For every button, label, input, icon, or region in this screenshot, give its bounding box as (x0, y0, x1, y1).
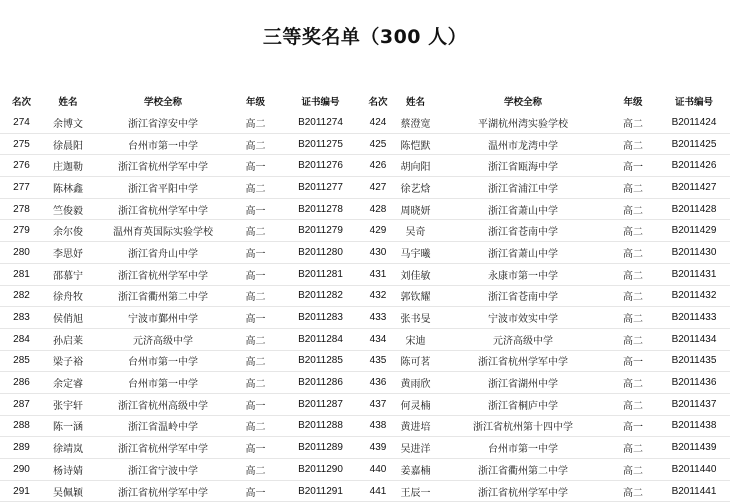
column-header-grade-right: 年级 (623, 97, 643, 108)
cell-grade-right: 高二 (608, 220, 658, 242)
cell-school-right: 宁波市效实中学 (438, 307, 608, 329)
cell-school-left: 浙江省杭州学军中学 (93, 198, 233, 220)
cell-rank-left: 274 (0, 112, 43, 133)
cell-rank-right: 424 (363, 112, 393, 133)
cell-school-right: 浙江省浦江中学 (438, 177, 608, 199)
cell-rank-left: 287 (0, 393, 43, 415)
cell-cert-no-left: B2011283 (278, 307, 363, 329)
cell-school-left: 温州育英国际实验学校 (93, 220, 233, 242)
cell-grade-right: 高二 (608, 177, 658, 199)
cell-rank-left: 283 (0, 307, 43, 329)
cell-school-left: 台州市第一中学 (93, 350, 233, 372)
cell-school-right: 浙江省衢州第二中学 (438, 459, 608, 481)
cell-school-right: 浙江省苍南中学 (438, 285, 608, 307)
cell-grade-left: 高二 (233, 459, 278, 481)
cell-name-right: 王辰一 (393, 480, 438, 502)
cell-rank-left: 280 (0, 242, 43, 264)
cell-grade-left: 高二 (233, 285, 278, 307)
cell-rank-right: 439 (363, 437, 393, 459)
cell-cert-no-left: B2011286 (278, 372, 363, 394)
cell-rank-left: 285 (0, 350, 43, 372)
cell-cert-no-left: B2011276 (278, 155, 363, 177)
cell-grade-left: 高一 (233, 263, 278, 285)
cell-name-left: 邵慕宁 (43, 263, 93, 285)
cell-school-left: 浙江省舟山中学 (93, 242, 233, 264)
cell-name-left: 陈林鑫 (43, 177, 93, 199)
cell-rank-left: 276 (0, 155, 43, 177)
cell-school-left: 浙江省宁波中学 (93, 459, 233, 481)
cell-school-left: 浙江省温岭中学 (93, 415, 233, 437)
cell-name-left: 吴佩颖 (43, 480, 93, 502)
cell-cert-no-left: B2011289 (278, 437, 363, 459)
cell-name-right: 何灵楠 (393, 393, 438, 415)
cell-grade-left: 高二 (233, 220, 278, 242)
cell-rank-left: 281 (0, 263, 43, 285)
cell-name-left: 陈一涵 (43, 415, 93, 437)
cell-cert-no-right: B2011424 (658, 112, 730, 133)
cell-rank-left: 286 (0, 372, 43, 394)
cell-grade-left: 高二 (233, 133, 278, 155)
cell-cert-no-right: B2011426 (658, 155, 730, 177)
cell-cert-no-left: B2011285 (278, 350, 363, 372)
cell-grade-right: 高一 (608, 415, 658, 437)
cell-grade-right: 高二 (608, 459, 658, 481)
column-header-cert-no-left: 证书编号 (301, 97, 340, 108)
cell-grade-right: 高二 (608, 393, 658, 415)
cell-cert-no-right: B2011430 (658, 242, 730, 264)
cell-grade-left: 高一 (233, 437, 278, 459)
cell-school-left: 浙江省平阳中学 (93, 177, 233, 199)
cell-cert-no-left: B2011282 (278, 285, 363, 307)
cell-grade-right: 高二 (608, 133, 658, 155)
table-row (0, 328, 730, 350)
cell-name-right: 周晓妍 (393, 198, 438, 220)
column-header-school-left: 学校全称 (143, 97, 182, 108)
cell-cert-no-right: B2011425 (658, 133, 730, 155)
cell-cert-no-left: B2011279 (278, 220, 363, 242)
cell-grade-left: 高一 (233, 480, 278, 502)
cell-name-left: 孙启莱 (43, 328, 93, 350)
cell-cert-no-left: B2011290 (278, 459, 363, 481)
cell-rank-right: 426 (363, 155, 393, 177)
cell-school-right: 浙江省瓯海中学 (438, 155, 608, 177)
cell-grade-left: 高二 (233, 328, 278, 350)
cell-school-left: 浙江省杭州学军中学 (93, 155, 233, 177)
table-row (0, 263, 730, 285)
table-row (0, 220, 730, 242)
cell-name-right: 吴奇 (393, 220, 438, 242)
cell-grade-right: 高二 (608, 307, 658, 329)
cell-rank-left: 284 (0, 328, 43, 350)
cell-name-right: 黄进培 (393, 415, 438, 437)
header-row (0, 90, 730, 112)
cell-rank-right: 430 (363, 242, 393, 264)
table-row (0, 198, 730, 220)
cell-grade-left: 高二 (233, 112, 278, 133)
column-header-name-right: 姓名 (405, 97, 425, 108)
cell-school-right: 浙江省萧山中学 (438, 242, 608, 264)
table-row (0, 155, 730, 177)
cell-rank-right: 432 (363, 285, 393, 307)
cell-rank-right: 428 (363, 198, 393, 220)
cell-rank-right: 438 (363, 415, 393, 437)
table-row (0, 350, 730, 372)
table-row (0, 459, 730, 481)
cell-rank-right: 433 (363, 307, 393, 329)
cell-cert-no-right: B2011429 (658, 220, 730, 242)
cell-grade-left: 高二 (233, 177, 278, 199)
cell-rank-left: 277 (0, 177, 43, 199)
column-header-cert-no-right: 证书编号 (674, 97, 713, 108)
cell-cert-no-left: B2011284 (278, 328, 363, 350)
cell-name-right: 陈可茗 (393, 350, 438, 372)
cell-rank-right: 436 (363, 372, 393, 394)
table-row (0, 285, 730, 307)
table-row (0, 372, 730, 394)
cell-name-right: 吴进洋 (393, 437, 438, 459)
cell-school-left: 元济高级中学 (93, 328, 233, 350)
table-row (0, 112, 730, 133)
cell-school-right: 浙江省杭州学军中学 (438, 350, 608, 372)
cell-school-left: 浙江省杭州学军中学 (93, 263, 233, 285)
cell-school-right: 浙江省萧山中学 (438, 198, 608, 220)
cell-school-left: 浙江省杭州学军中学 (93, 437, 233, 459)
cell-grade-right: 高二 (608, 112, 658, 133)
cell-name-right: 蔡澄宽 (393, 112, 438, 133)
cell-cert-no-right: B2011441 (658, 480, 730, 502)
cell-school-right: 元济高级中学 (438, 328, 608, 350)
cell-cert-no-right: B2011438 (658, 415, 730, 437)
cell-school-right: 永康市第一中学 (438, 263, 608, 285)
cell-grade-left: 高一 (233, 155, 278, 177)
cell-cert-no-right: B2011431 (658, 263, 730, 285)
column-header-name-left: 姓名 (58, 97, 78, 108)
cell-grade-left: 高一 (233, 242, 278, 264)
cell-name-left: 竺俊毅 (43, 198, 93, 220)
cell-name-left: 杨诗婧 (43, 459, 93, 481)
cell-school-right: 浙江省杭州学军中学 (438, 480, 608, 502)
column-header-rank-right: 名次 (368, 97, 388, 108)
cell-school-left: 浙江省杭州高级中学 (93, 393, 233, 415)
cell-cert-no-left: B2011287 (278, 393, 363, 415)
cell-rank-left: 282 (0, 285, 43, 307)
page-title: 三等奖名单（300 人） (262, 26, 468, 48)
cell-name-left: 余尔俊 (43, 220, 93, 242)
cell-rank-right: 429 (363, 220, 393, 242)
cell-grade-left: 高二 (233, 372, 278, 394)
cell-rank-left: 275 (0, 133, 43, 155)
cell-grade-left: 高一 (233, 307, 278, 329)
table-row (0, 242, 730, 264)
cell-rank-left: 278 (0, 198, 43, 220)
cell-grade-right: 高一 (608, 155, 658, 177)
cell-school-left: 台州市第一中学 (93, 372, 233, 394)
cell-rank-right: 441 (363, 480, 393, 502)
table-row (0, 415, 730, 437)
cell-school-right: 温州市龙湾中学 (438, 133, 608, 155)
cell-grade-right: 高二 (608, 328, 658, 350)
cell-name-left: 徐晨阳 (43, 133, 93, 155)
cell-name-right: 宋迪 (393, 328, 438, 350)
cell-cert-no-right: B2011433 (658, 307, 730, 329)
cell-rank-left: 291 (0, 480, 43, 502)
cell-cert-no-right: B2011428 (658, 198, 730, 220)
cell-name-left: 梁子裕 (43, 350, 93, 372)
cell-grade-right: 高二 (608, 480, 658, 502)
cell-grade-right: 高二 (608, 198, 658, 220)
cell-school-left: 浙江省杭州学军中学 (93, 480, 233, 502)
cell-school-right: 台州市第一中学 (438, 437, 608, 459)
column-header-school-right: 学校全称 (503, 97, 542, 108)
cell-name-right: 刘佳敏 (393, 263, 438, 285)
cell-school-right: 浙江省苍南中学 (438, 220, 608, 242)
cell-name-right: 马宇曦 (393, 242, 438, 264)
cell-cert-no-left: B2011275 (278, 133, 363, 155)
cell-rank-right: 435 (363, 350, 393, 372)
cell-rank-left: 279 (0, 220, 43, 242)
cell-cert-no-left: B2011281 (278, 263, 363, 285)
cell-grade-left: 高二 (233, 415, 278, 437)
table-row (0, 133, 730, 155)
cell-rank-left: 288 (0, 415, 43, 437)
cell-name-left: 李思妤 (43, 242, 93, 264)
cell-school-left: 浙江省衢州第二中学 (93, 285, 233, 307)
cell-name-left: 张宇轩 (43, 393, 93, 415)
table-row (0, 177, 730, 199)
cell-rank-left: 290 (0, 459, 43, 481)
cell-name-right: 黄雨欣 (393, 372, 438, 394)
cell-name-left: 侯俏旭 (43, 307, 93, 329)
cell-cert-no-right: B2011436 (658, 372, 730, 394)
cell-name-left: 庄迦勒 (43, 155, 93, 177)
cell-school-left: 浙江省淳安中学 (93, 112, 233, 133)
cell-name-right: 陈恺默 (393, 133, 438, 155)
cell-school-right: 浙江省湖州中学 (438, 372, 608, 394)
cell-rank-right: 437 (363, 393, 393, 415)
cell-school-left: 宁波市鄞州中学 (93, 307, 233, 329)
cell-name-right: 姜嘉楠 (393, 459, 438, 481)
column-header-grade-left: 年级 (245, 97, 265, 108)
cell-rank-left: 289 (0, 437, 43, 459)
cell-rank-right: 434 (363, 328, 393, 350)
table-row (0, 480, 730, 502)
cell-grade-right: 高二 (608, 437, 658, 459)
cell-cert-no-right: B2011434 (658, 328, 730, 350)
cell-school-right: 浙江省桐庐中学 (438, 393, 608, 415)
cell-name-right: 张书旻 (393, 307, 438, 329)
cell-rank-right: 425 (363, 133, 393, 155)
cell-cert-no-right: B2011437 (658, 393, 730, 415)
cell-cert-no-left: B2011278 (278, 198, 363, 220)
cell-name-left: 徐靖岚 (43, 437, 93, 459)
award-table (0, 90, 730, 502)
table-row (0, 307, 730, 329)
cell-cert-no-right: B2011440 (658, 459, 730, 481)
table-row (0, 393, 730, 415)
cell-school-left: 台州市第一中学 (93, 133, 233, 155)
cell-grade-right: 高二 (608, 242, 658, 264)
cell-cert-no-left: B2011274 (278, 112, 363, 133)
cell-grade-right: 高二 (608, 263, 658, 285)
cell-grade-right: 高二 (608, 285, 658, 307)
cell-cert-no-right: B2011427 (658, 177, 730, 199)
cell-rank-right: 427 (363, 177, 393, 199)
column-header-rank-left: 名次 (11, 97, 31, 108)
cell-name-right: 胡向阳 (393, 155, 438, 177)
cell-grade-left: 高一 (233, 198, 278, 220)
cell-cert-no-right: B2011439 (658, 437, 730, 459)
cell-cert-no-left: B2011288 (278, 415, 363, 437)
cell-grade-left: 高二 (233, 350, 278, 372)
cell-name-right: 郭钦耀 (393, 285, 438, 307)
cell-cert-no-right: B2011435 (658, 350, 730, 372)
cell-name-left: 余博文 (43, 112, 93, 133)
cell-rank-right: 440 (363, 459, 393, 481)
cell-grade-right: 高二 (608, 372, 658, 394)
cell-grade-right: 高一 (608, 350, 658, 372)
cell-name-left: 余定睿 (43, 372, 93, 394)
cell-rank-right: 431 (363, 263, 393, 285)
cell-school-right: 平湖杭州湾实验学校 (438, 112, 608, 133)
table-row (0, 437, 730, 459)
cell-name-left: 徐舟牧 (43, 285, 93, 307)
cell-grade-left: 高一 (233, 393, 278, 415)
cell-cert-no-left: B2011291 (278, 480, 363, 502)
cell-cert-no-right: B2011432 (658, 285, 730, 307)
cell-cert-no-left: B2011277 (278, 177, 363, 199)
cell-cert-no-left: B2011280 (278, 242, 363, 264)
cell-name-right: 徐艺焓 (393, 177, 438, 199)
cell-school-right: 浙江省杭州第十四中学 (438, 415, 608, 437)
